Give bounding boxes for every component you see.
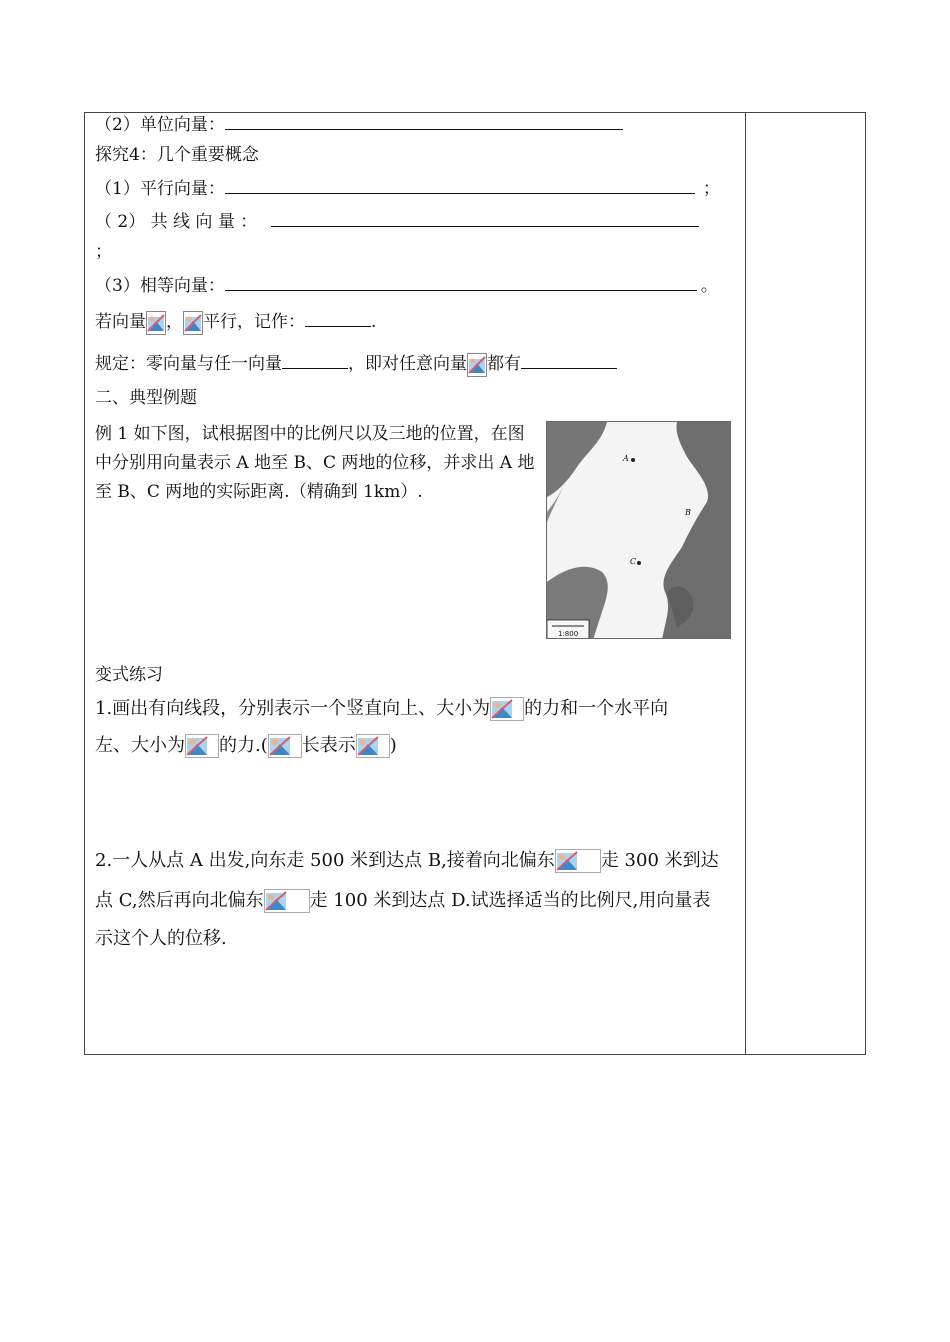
collinear-vector-end: ； — [95, 242, 112, 262]
unit-length-image-icon — [268, 734, 302, 758]
map-scale-label: 1:800 — [558, 630, 579, 638]
typical-examples-heading: 二、典型例题 — [95, 388, 197, 408]
question-2-line-1: 2.一人从点 A 出发,向东走 500 米到达点 B,接着向北偏东 走 300 米到达 — [95, 850, 719, 871]
map-label-b: B — [685, 508, 691, 517]
map-label-a: A — [623, 454, 629, 463]
angle-2-image-icon — [264, 889, 310, 913]
notation-blank[interactable] — [305, 308, 371, 327]
zero-rule-blank-2[interactable] — [521, 350, 617, 369]
section-heading: 探究4：几个重要概念 — [95, 145, 259, 165]
question-1-line-1: 1.画出有向线段，分别表示一个竖直向上、大小为 的力和一个水平向 — [95, 698, 669, 719]
unit-vector-label: （2）单位向量： — [95, 115, 225, 135]
vector-image-icon — [467, 353, 487, 377]
column-divider — [745, 112, 746, 1055]
angle-1-image-icon — [555, 849, 601, 873]
vector-a-image-icon — [146, 311, 166, 335]
force-magnitude-2-image-icon — [185, 734, 219, 758]
map-figure — [546, 421, 731, 639]
collinear-vector-label: （ 2） 共 线 向 量 ： — [95, 212, 258, 232]
map-label-c: C — [630, 557, 637, 566]
collinear-vector-line — [95, 208, 699, 234]
equal-vector-label: （3）相等向量： — [95, 276, 225, 296]
collinear-vector-blank[interactable] — [271, 208, 699, 227]
parallel-vector-label: （1）平行向量： — [95, 179, 225, 199]
parallel-vector-blank[interactable] — [225, 175, 695, 194]
equal-vector-line: （3）相等向量： 。 — [95, 272, 718, 298]
force-magnitude-image-icon — [490, 697, 524, 721]
unit-vector-blank[interactable] — [225, 111, 623, 130]
question-1-line-2: 左、大小为 的力.( 长表示 ) — [95, 735, 397, 756]
zero-rule-blank-1[interactable] — [282, 350, 348, 369]
question-2-line-3: 示这个人的位移. — [95, 928, 227, 949]
equal-vector-blank[interactable] — [225, 272, 697, 291]
parallel-vector-line: （1）平行向量： ； — [95, 175, 720, 201]
unit-force-image-icon — [356, 734, 390, 758]
parallel-notation-line: 若向量 ， 平行，记作： . — [95, 308, 376, 335]
zero-vector-rule-line: 规定：零向量与任一向量 ，即对任意向量 都有 — [95, 350, 617, 377]
question-2-line-2: 点 C,然后再向北偏东 走 100 米到达点 D.试选择适当的比例尺,用向量表 — [95, 890, 711, 911]
variant-practice-heading: 变式练习 — [95, 665, 163, 685]
example-1-text: 例 1 如下图，试根据图中的比例尺以及三地的位置，在图中分别用向量表示 A 地至 B、C 两地的位移，并求出 A 地至 B、C 两地的实际距离.（精确到 1km）. — [95, 424, 535, 502]
unit-vector-line — [95, 111, 623, 137]
vector-b-image-icon — [183, 311, 203, 335]
